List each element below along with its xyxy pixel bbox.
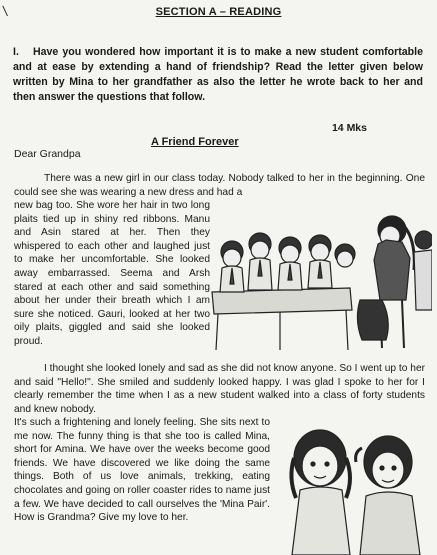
letter-title: A Friend Forever xyxy=(151,136,239,148)
letter-paragraph-2-intro: I thought she looked lonely and sad as she did not know anyone. So I went up to her and said "Hello!". She smiled and suddenly looked happy. I was glad I spoke to her for I clearly remember the time when I as a new student walked into a class of forty students and knew nobody. xyxy=(14,363,425,415)
letter-salutation: Dear Grandpa xyxy=(14,148,81,160)
question-number: I. xyxy=(13,46,19,58)
question-text: Have you wondered how important it is to make a new student comfortable and at ease by extending a hand of friendship? Read the letter given below written by Mina to her grandfather as also the letter he wrote back to her and then answer the questions that follow. xyxy=(13,46,423,103)
section-heading: SECTION A – READING xyxy=(155,6,282,18)
letter-paragraph-1-body: new bag too. She wore her hair in two long plaits tied up in shiny red ribbons. Manu and Asin stared at her. Then they whispered to each other and laughed just to make her uncomfortable. She looked away embarrassed. Seema and Arsh stared at each other and said something about her under their breath which I am sure she noticed. Gauri, looked at her two oily plaits, giggled and said she looked proud. xyxy=(14,200,210,347)
margin-mark: \ xyxy=(1,3,9,20)
question-instruction xyxy=(13,45,423,105)
two-girls-illustration xyxy=(270,418,430,555)
letter-paragraph-1-intro: There was a new girl in our class today. Nobody talked to her in the beginning. One could see she was wearing a new dress and had a xyxy=(14,173,425,198)
letter-paragraph-2-body: It's such a frightening and lonely feeling. She sits next to me now. The funny thing is that she too is called Mina, short for Amina. We have over the weeks become good friends. We have discovered we like doing the same things. Both of us love animals, trekking, eating chocolates and going on roller coaster rides to name just a few. We have decided to call ourselves the 'Mina Pair'. How is Grandma? Give my love to her. xyxy=(14,417,270,524)
marks-label: 14 Mks xyxy=(331,122,367,134)
classroom-illustration xyxy=(210,200,432,354)
